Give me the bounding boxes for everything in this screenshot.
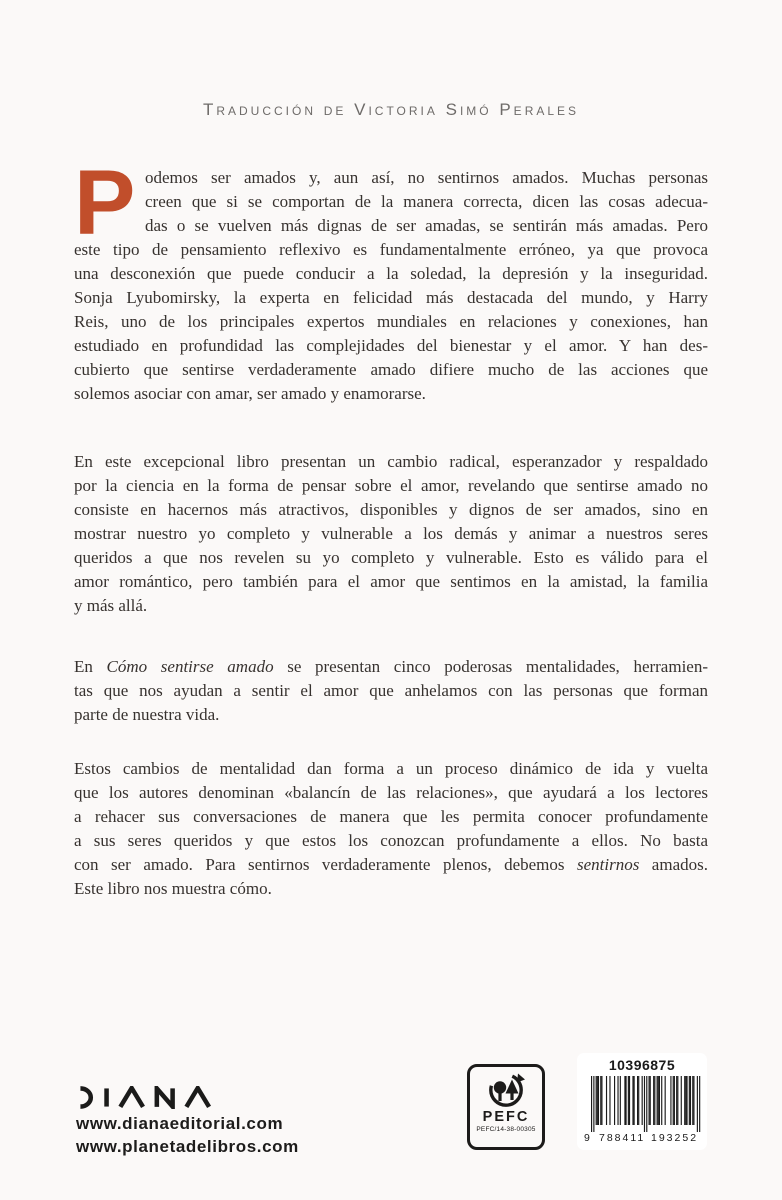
body-line: odemos ser amados y, aun así, no sentirnos amados. Muchas personas <box>145 168 708 187</box>
isbn-digit-group: 9 <box>584 1132 592 1144</box>
letter-d-arc <box>80 1088 90 1106</box>
body-line: Estos cambios de mentalidad dan forma a un proceso dinámico de ida y vuelta <box>74 759 708 778</box>
body-line: En este excepcional libro presentan un cambio radical, esperanzador y respaldado <box>74 452 708 471</box>
isbn-digit-group: 788411 <box>599 1132 646 1144</box>
body-line: por la ciencia en la forma de pensar sobre el amor, revelando que sentirse amado no <box>74 476 708 495</box>
body-line: En Cómo sentirse amado se presentan cinco poderosas mentalidades, herramien- <box>74 657 709 676</box>
body-line: a rehacer sus conversaciones de manera que les permita conocer profundamente <box>74 807 708 826</box>
body-line: amor romántico, pero también para el amor que sentimos en la amistad, la familia <box>74 572 708 591</box>
isbn-barcode-block <box>577 1053 707 1150</box>
body-line: solemos asociar con amar, ser amado y enamorarse. <box>74 384 426 403</box>
conifer-tree <box>506 1080 519 1094</box>
body-line: Este libro nos muestra cómo. <box>74 879 272 898</box>
body-line: estudiado en profundidad las complejidades del bienestar y el amor. Y han des- <box>74 336 708 355</box>
body-line: parte de nuestra vida. <box>74 705 220 724</box>
paragraph <box>74 450 708 618</box>
conifer-trunk <box>510 1094 513 1101</box>
paragraph <box>74 655 708 727</box>
letter-a-chevron <box>120 1088 143 1107</box>
internal-product-number: 10396875 <box>608 1057 676 1073</box>
paragraph <box>74 757 708 901</box>
pefc-certification-badge <box>467 1064 545 1150</box>
body-line: consiste en hacernos más atractivos, disponibles y dignos de ser amados, sino en <box>74 500 708 519</box>
drop-cap-letter: P <box>74 152 136 254</box>
body-line: das o se vuelven más dignas de ser amadas, se sentirán más amadas. Pero <box>145 216 708 235</box>
pefc-trees-icon <box>485 1072 527 1110</box>
translator-credit: Traducción de Victoria Simó Perales <box>202 100 580 119</box>
body-line: Reis, uno de los principales expertos mundiales en relaciones y conexiones, han <box>74 312 708 331</box>
pefc-cert-number: PEFC/14-38-00305 <box>476 1126 536 1133</box>
round-tree-trunk <box>498 1092 501 1101</box>
body-line: creen que si se comportan de la manera correcta, dicen las cosas adecua- <box>145 192 708 211</box>
body-line: queridos a que nos revelen su yo completo y vulnerable. Esto es válido para el <box>74 548 708 567</box>
diana-publisher-logo <box>76 1086 214 1109</box>
paragraph <box>74 152 708 406</box>
body-line: mostrar nuestro yo completo y vulnerable a los demás y animar a nuestros seres <box>74 524 708 543</box>
round-tree <box>494 1081 506 1093</box>
publisher-urls <box>76 1113 299 1158</box>
url-dianaeditorial: www.dianaeditorial.com <box>76 1114 284 1133</box>
body-line: con ser amado. Para sentirnos verdaderamente plenos, debemos sentirnos amados. <box>74 855 708 874</box>
isbn-digits <box>577 1132 707 1146</box>
body-line: cubierto que sentirse verdaderamente amado difiere mucho de las acciones que <box>74 360 708 379</box>
url-planetadelibros: www.planetadelibros.com <box>76 1136 299 1156</box>
letter-a-chevron <box>186 1088 209 1107</box>
body-line: que los autores denominan «balancín de las relaciones», que ayudará a los lectores <box>74 783 708 802</box>
body-line: a sus seres queridos y que estos los conozcan profundamente a ellos. No basta <box>74 831 708 850</box>
ean13-barcode <box>582 1076 702 1132</box>
body-line: Sonja Lyubomirsky, la experta en felicidad más destacada del mundo, y Harry <box>74 288 708 307</box>
body-line: este tipo de pensamiento reflexivo es fundamentalmente erróneo, ya que provoca <box>74 240 708 259</box>
body-line: y más allá. <box>74 596 148 615</box>
isbn-digit-group: 193252 <box>651 1132 699 1144</box>
body-line: tas que nos ayudan a sentir el amor que anhelamos con las personas que forman <box>74 681 708 700</box>
pefc-label: PEFC <box>482 1109 530 1125</box>
body-line: una desconexión que puede conducir a la soledad, la depresión y la inseguridad. <box>74 264 708 283</box>
letter-n <box>157 1088 173 1106</box>
